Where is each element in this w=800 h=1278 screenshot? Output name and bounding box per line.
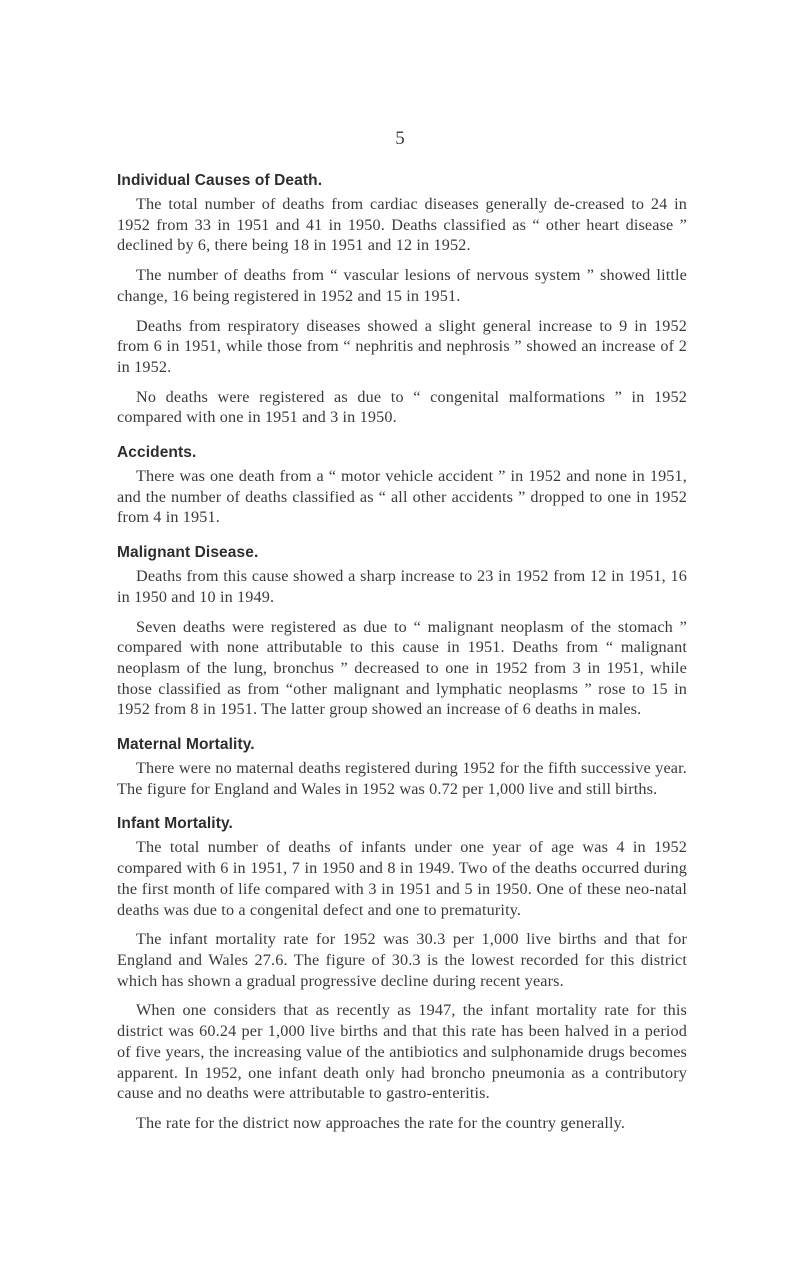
paragraph: The rate for the district now approaches the rate for the country generally. bbox=[136, 1113, 626, 1132]
paragraph: No deaths were registered as due to “ congenital malformations ” in 1952 compared with one in 1951 and 3 in 1950. bbox=[117, 387, 687, 427]
paragraph: The infant mortality rate for 1952 was 30.3 per 1,000 live births and that for England and Wales 27.6. The figure of 30.3 is the lowest recorded for this district which has shown a gradual progressive decline during recent years. bbox=[117, 930, 687, 990]
section-accidents bbox=[117, 442, 687, 528]
section-malignant-disease bbox=[117, 542, 687, 720]
section-heading: Infant Mortality. bbox=[117, 815, 233, 833]
document-body bbox=[117, 170, 687, 1143]
paragraph: Deaths from this cause showed a sharp increase to 23 in 1952 from 12 in 1951, 16 in 1950 and 10 in 1949. bbox=[117, 567, 687, 606]
paragraph: The total number of deaths of infants under one year of age was 4 in 1952 compared with 6 in 1951, 7 in 1950 and 8 in 1949. Two of the deaths occurred during the first month of life compared with 3 in 1951 and 5 in 1950. One of these neo-natal deaths was due to a congenital defect and one to prematurity. bbox=[117, 838, 687, 919]
paragraph: There were no maternal deaths registered during 1952 for the fifth successive year. The figure for England and Wales in 1952 was 0.72 per 1,000 live and still births. bbox=[117, 759, 687, 798]
section-maternal-mortality bbox=[117, 734, 687, 799]
section-heading: Malignant Disease. bbox=[117, 544, 259, 562]
section-individual-causes-of-death bbox=[117, 170, 687, 428]
paragraph: Seven deaths were registered as due to “ malignant neoplasm of the stomach ” compared with none attributable to this cause in 1951. Deaths from “ malignant neoplasm of the lung, bronchus ” decreased to one in 1952 from 3 in 1951, while those classified as from “other malignant and lymphatic neoplasms ” rose to 15 in 1952 from 8 in 1951. The latter group showed an increase of 6 deaths in males. bbox=[117, 617, 687, 719]
paragraph: Deaths from respiratory diseases showed a slight general increase to 9 in 1952 from 6 in 1951, while those from “ nephritis and nephrosis ” showed an increase of 2 in 1952. bbox=[117, 316, 687, 376]
paragraph: The number of deaths from “ vascular lesions of nervous system ” showed little change, 16 being registered in 1952 and 15 in 1951. bbox=[117, 266, 687, 305]
section-heading: Individual Causes of Death. bbox=[117, 172, 323, 189]
section-heading: Accidents. bbox=[117, 444, 197, 462]
paragraph: The total number of deaths from cardiac diseases generally de-creased to 24 in 1952 from 33 in 1951 and 41 in 1950. Deaths classified as “ other heart disease ” declined by 6, there being 18 in 1951 and 12 in 1952. bbox=[117, 195, 687, 255]
page-number: 5 bbox=[395, 128, 405, 149]
paragraph: When one considers that as recently as 1947, the infant mortality rate for this district was 60.24 per 1,000 live births and that this rate has been halved in a period of five years, the increasing value of the antibiotics and sulphonamide drugs becomes apparent. In 1952, one infant death only had broncho pneumonia as a contributory cause and no deaths were attributable to gastro-enteritis. bbox=[117, 1001, 687, 1103]
paragraph: There was one death from a “ motor vehicle accident ” in 1952 and none in 1951, and the number of deaths classified as “ all other accidents ” dropped to one in 1952 from 4 in 1951. bbox=[117, 467, 687, 527]
section-heading: Maternal Mortality. bbox=[117, 736, 255, 754]
section-infant-mortality bbox=[117, 813, 687, 1133]
